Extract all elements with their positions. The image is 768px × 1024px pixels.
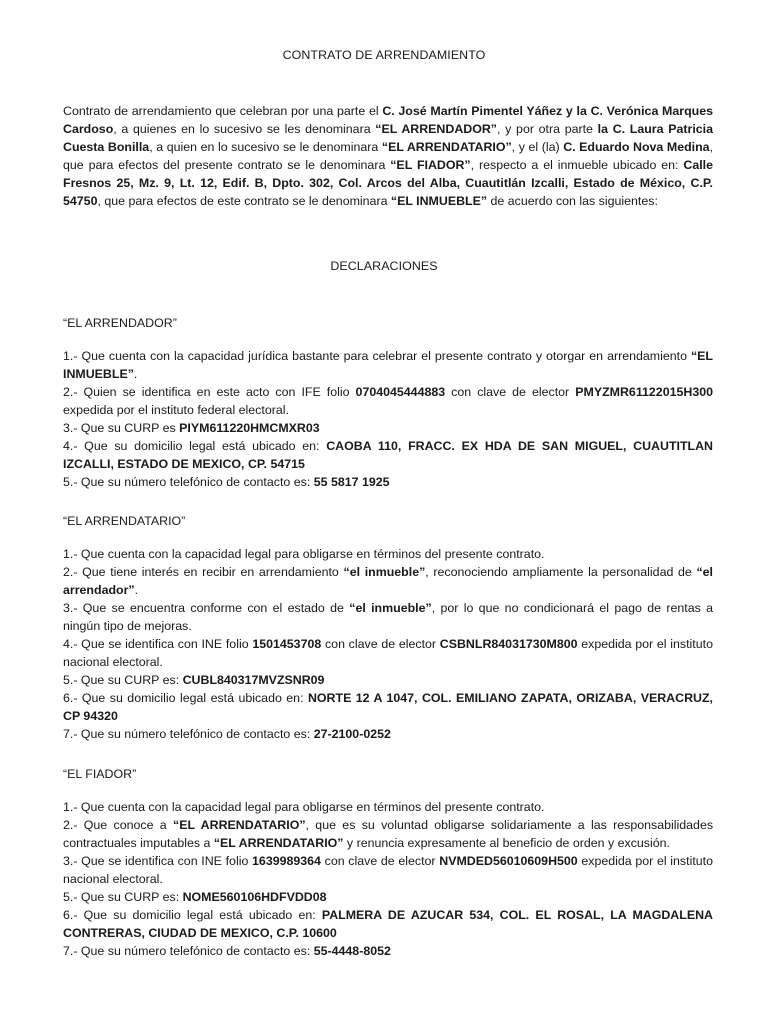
bold-text: NOME560106HDFVDD08 (182, 890, 327, 904)
text-run: , que para efectos del presente contrato se le denominara (63, 140, 714, 172)
text-run: , reconociendo ampliamente la personalidad de (425, 565, 697, 579)
text-run: 3.- Que su CURP es (63, 421, 180, 435)
text-run: expedida por el instituto nacional electoral. (63, 854, 713, 886)
text-run: 7.- Que su número telefónico de contacto es: (63, 727, 314, 741)
document-title: CONTRATO DE ARRENDAMIENTO (282, 48, 486, 62)
text-run: de acuerdo con las siguientes: (487, 194, 658, 208)
bold-text: NORTE 12 A 1047, COL. EMILIANO ZAPATA, ORIZABA, VERACRUZ, CP 94320 (63, 691, 713, 723)
text-run: 6.- Que su domicilio legal está ubicado en: (63, 908, 322, 922)
text-run: , que para efectos de este contrato se le denominara (97, 194, 391, 208)
section-heading: “EL ARRENDATARIO” (63, 514, 186, 528)
text-run: , respecto a el inmueble ubicado en: (470, 158, 684, 172)
declaration-item (63, 852, 713, 888)
text-run: 7.- Que su número telefónico de contacto es: (63, 944, 314, 958)
text-run: 1.- Que cuenta con la capacidad jurídica bastante para celebrar el presente contrato y otorgar en arrendamiento (63, 349, 691, 363)
bold-text: “el arrendador” (63, 565, 713, 597)
text-run: con clave de elector (445, 385, 576, 399)
text-run: 5.- Que su número telefónico de contacto es: (63, 475, 314, 489)
declaration-item (63, 906, 713, 942)
declaration-list (63, 347, 713, 491)
text-run: con clave de elector (320, 854, 440, 868)
bold-text: “EL ARRENDATARIO” (213, 836, 344, 850)
section-arrendatario (63, 512, 713, 743)
bold-text: 1639989364 (252, 854, 321, 868)
text-run: 5.- Que su CURP es: (63, 673, 183, 687)
text-run: 1.- Que cuenta con la capacidad legal para obligarse en términos del presente contrato. (63, 800, 545, 814)
bold-text: 55 5817 1925 (313, 475, 390, 489)
bold-text: 1501453708 (252, 637, 322, 651)
declaration-list (63, 798, 713, 960)
declaration-item (63, 419, 713, 437)
bold-text: “el inmueble” (343, 565, 426, 579)
text-run: . (134, 583, 139, 597)
bold-text: “EL ARRENDATARIO” (381, 140, 512, 154)
bold-text: 55-4448-8052 (313, 944, 391, 958)
declaration-item (63, 383, 713, 419)
declaraciones-title: DECLARACIONES (330, 259, 438, 273)
text-run: expedida por el instituto nacional electoral. (63, 637, 713, 669)
bold-text: CUBL840317MVZSNR09 (182, 673, 325, 687)
text-run: 2.- Que conoce a (63, 818, 174, 832)
declaration-item (63, 563, 713, 599)
bold-text: 0704045444883 (355, 385, 446, 399)
bold-text: “EL INMUEBLE” (390, 194, 488, 208)
bold-text: “EL ARRENDADOR” (375, 122, 498, 136)
text-run: 2.- Que tiene interés en recibir en arrendamiento (63, 565, 344, 579)
section-heading: “EL FIADOR” (63, 767, 137, 781)
bold-text: PMYZMR61122015H300 (575, 385, 713, 399)
bold-text: PIYM611220HMCMXR03 (179, 421, 320, 435)
text-run: 1.- Que cuenta con la capacidad legal para obligarse en términos del presente contrato. (63, 547, 545, 561)
declaration-item (63, 437, 713, 473)
bold-text: “EL INMUEBLE” (63, 349, 713, 381)
section-fiador (63, 765, 713, 960)
text-run: con clave de elector (321, 637, 440, 651)
text-run: 2.- Quien se identifica en este acto con IFE folio (63, 385, 356, 399)
text-run: . (133, 367, 138, 381)
declaration-item (63, 888, 713, 906)
text-run: , que es su voluntad obligarse solidariamente a las responsabilidades contractuales imputables a (63, 818, 714, 850)
intro-paragraph (63, 102, 713, 210)
bold-text: Calle Fresnos 25, Mz. 9, Lt. 12, Edif. B, Dpto. 302, Col. Arcos del Alba, Cuautitlán Izcalli, Estado de México, C.P. 54750 (63, 158, 713, 208)
bold-text: la C. Laura Patricia Cuesta Bonilla (63, 122, 713, 154)
section-arrendador (63, 314, 713, 491)
text-run: 4.- Que su domicilio legal está ubicado en: (63, 439, 327, 453)
declaration-item (63, 473, 713, 491)
text-run: 4.- Que se identifica con INE folio (63, 637, 253, 651)
declaration-item (63, 798, 713, 816)
text-run: , y el (la) (511, 140, 564, 154)
bold-text: C. Eduardo Nova Medina (563, 140, 710, 154)
bold-text: NVMDED56010609H500 (439, 854, 578, 868)
text-run: , a quienes en lo sucesivo se les denominara (113, 122, 376, 136)
declaration-item (63, 689, 713, 725)
bold-text: 27-2100-0252 (313, 727, 391, 741)
text-run: 3.- Que se encuentra conforme con el estado de (63, 601, 350, 615)
text-run: 5.- Que su CURP es: (63, 890, 183, 904)
section-heading: “EL ARRENDADOR” (63, 316, 177, 330)
declaration-item (63, 725, 713, 743)
text-run: , y por otra parte (497, 122, 598, 136)
bold-text: “el inmueble” (349, 601, 432, 615)
declaration-item (63, 545, 713, 563)
text-run: 3.- Que se identifica con INE folio (63, 854, 253, 868)
declaration-item (63, 635, 713, 671)
text-run: Contrato de arrendamiento que celebran por una parte el (63, 104, 383, 118)
text-run: , por lo que no condicionará el pago de rentas a ningún tipo de mejoras. (63, 601, 713, 633)
text-run: expedida por el instituto federal electoral. (63, 403, 289, 417)
declaration-item (63, 816, 713, 852)
declaration-item (63, 347, 713, 383)
bold-text: C. José Martín Pimentel Yáñez y la C. Verónica Marques Cardoso (63, 104, 714, 136)
text-run: , a quien en lo sucesivo se le denominara (149, 140, 382, 154)
text-run: 6.- Que su domicilio legal está ubicado en: (63, 691, 308, 705)
bold-text: PALMERA DE AZUCAR 534, COL. EL ROSAL, LA MAGDALENA CONTRERAS, CIUDAD DE MEXICO, C.P. 10600 (63, 908, 713, 940)
declaration-item (63, 599, 713, 635)
bold-text: CSBNLR84031730M800 (439, 637, 578, 651)
bold-text: “EL ARRENDATARIO” (173, 818, 306, 832)
bold-text: “EL FIADOR” (390, 158, 471, 172)
declaration-item (63, 942, 713, 960)
declaration-list (63, 545, 713, 743)
bold-text: CAOBA 110, FRACC. EX HDA DE SAN MIGUEL, CUAUTITLAN IZCALLI, ESTADO DE MEXICO, CP. 54715 (63, 439, 713, 471)
text-run: y renuncia expresamente al beneficio de orden y excusión. (343, 836, 670, 850)
declaration-item (63, 671, 713, 689)
